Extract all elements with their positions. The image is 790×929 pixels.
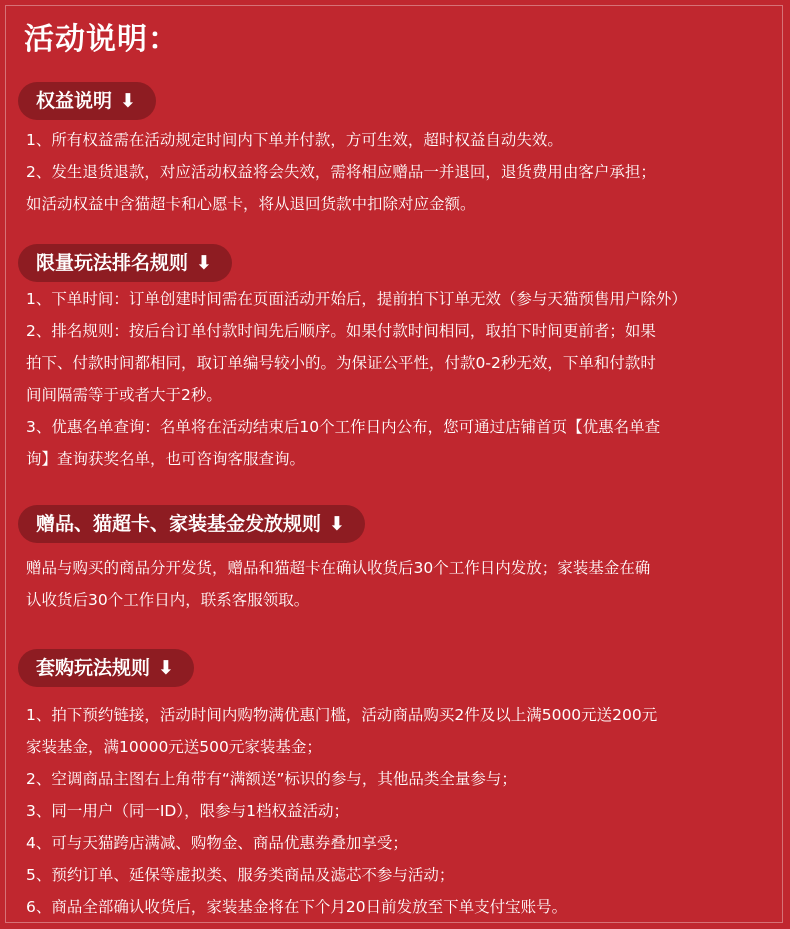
body-line: 2、排名规则：按后台订单付款时间先后顺序。如果付款时间相同，取拍下时间更前者；如果 bbox=[26, 322, 656, 340]
section-heading-label: 权益说明 bbox=[36, 90, 113, 112]
body-line: 3、优惠名单查询：名单将在活动结束后10个工作日内公布，您可通过店铺首页【优惠名单查 bbox=[26, 418, 661, 436]
page-title: 活动说明： bbox=[24, 22, 179, 57]
body-line: 赠品与购买的商品分开发货，赠品和猫超卡在确认收货后30个工作日内发放；家装基金在确 bbox=[26, 559, 651, 577]
section-heading-benefits bbox=[18, 82, 156, 120]
body-line: 1、拍下预约链接，活动时间内购物满优惠门槛，活动商品购买2件及以上满5000元送200元 bbox=[26, 706, 658, 724]
section-body-benefits bbox=[26, 124, 770, 220]
section-heading-label: 限量玩法排名规则 bbox=[36, 252, 189, 274]
body-line: 如活动权益中含猫超卡和心愿卡，将从退回货款中扣除对应金额。 bbox=[26, 195, 476, 213]
arrow-down-icon: ⬇ bbox=[120, 90, 136, 112]
section-heading-gift-rules bbox=[18, 505, 365, 543]
section-heading-bundle-rules bbox=[18, 649, 194, 687]
section-body-gift-rules bbox=[26, 552, 770, 616]
body-line: 家装基金，满10000元送500元家装基金； bbox=[26, 738, 322, 756]
body-line: 1、所有权益需在活动规定时间内下单并付款，方可生效，超时权益自动失效。 bbox=[26, 131, 563, 149]
section-body-bundle-rules bbox=[26, 699, 770, 923]
section-heading-ranking-rules bbox=[18, 244, 232, 282]
body-line: 间间隔需等于或者大于2秒。 bbox=[26, 386, 222, 404]
body-line: 认收货后30个工作日内，联系客服领取。 bbox=[26, 591, 310, 609]
body-line: 1、下单时间：订单创建时间需在页面活动开始后，提前拍下订单无效（参与天猫预售用户除外） bbox=[26, 290, 687, 308]
body-line: 询】查询获奖名单，也可咨询客服查询。 bbox=[26, 450, 306, 468]
body-line: 4、可与天猫跨店满减、购物金、商品优惠券叠加享受； bbox=[26, 834, 408, 852]
arrow-down-icon: ⬇ bbox=[158, 657, 174, 679]
section-heading-label: 赠品、猫超卡、家装基金发放规则 bbox=[36, 513, 322, 535]
body-line: 6、商品全部确认收货后，家装基金将在下个月20日前发放至下单支付宝账号。 bbox=[26, 898, 568, 916]
arrow-down-icon: ⬇ bbox=[196, 252, 212, 274]
body-line: 2、发生退货退款，对应活动权益将会失效，需将相应赠品一并退回，退货费用由客户承担； bbox=[26, 163, 656, 181]
body-line: 2、空调商品主图右上角带有“满额送”标识的参与，其他品类全量参与； bbox=[26, 770, 517, 788]
section-heading-label: 套购玩法规则 bbox=[36, 657, 151, 679]
arrow-down-icon: ⬇ bbox=[329, 513, 345, 535]
body-line: 5、预约订单、延保等虚拟类、服务类商品及滤芯不参与活动； bbox=[26, 866, 455, 884]
body-line: 3、同一用户（同一ID），限参与1档权益活动； bbox=[26, 802, 349, 820]
section-body-ranking-rules bbox=[26, 283, 770, 475]
body-line: 拍下、付款时间都相同，取订单编号较小的。为保证公平性，付款0-2秒无效，下单和付款时 bbox=[26, 354, 656, 372]
